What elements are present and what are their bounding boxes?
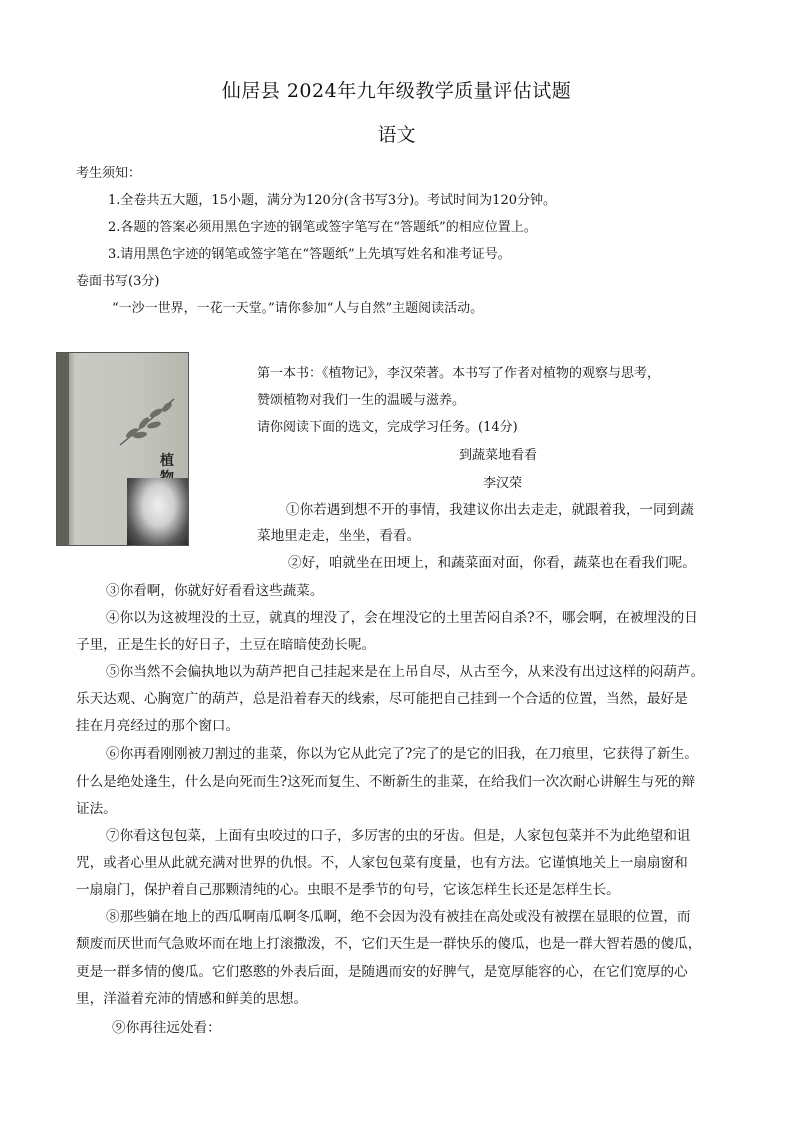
article-title: 到蔬菜地看看 xyxy=(459,448,538,463)
article-line: 里，洋溢着充沛的情感和鲜美的思想。 xyxy=(76,991,308,1007)
article-line: 挂在月亮经过的那个窗口。 xyxy=(76,718,240,734)
article-author: 李汉荣 xyxy=(483,476,523,491)
article-line: ①你若遇到想不开的事情，我建议你出去走走，就跟着我，一同到蔬 xyxy=(286,502,694,518)
author-portrait xyxy=(127,478,189,546)
notice-heading: 考生须知： xyxy=(76,166,142,181)
article-line: ⑦你看这包包菜，上面有虫咬过的口子，多厉害的虫的牙齿。但是，人家包包菜并不为此绝望和诅 xyxy=(106,828,691,844)
article-line: ③你看啊，你就好好看看这些蔬菜。 xyxy=(106,583,324,599)
article-line: 乐天达观、心胸宽广的葫芦，总是沿着春天的线索，尽可能把自己挂到一个合适的位置，当然，最好是 xyxy=(76,691,688,707)
article-line: 子里，正是生长的好日子，土豆在暗暗使劲长呢。 xyxy=(76,637,376,653)
article-line: ②好，咱就坐在田埂上，和蔬菜面对面，你看，蔬菜也在看我们呢。 xyxy=(288,555,696,571)
book-cover-title: 植 xyxy=(160,453,174,469)
notice-rule-2: 2.各题的答案必须用黑色字迹的钢笔或签字笔写在“答题纸”的相应位置上。 xyxy=(108,220,537,235)
article-line: ④你以为这被埋没的土豆，就真的埋没了，会在埋没它的土里苦闷自杀?不，哪会啊，在被埋没的日 xyxy=(106,610,698,626)
notice-rule-3: 3.请用黑色字迹的钢笔或签字笔在“答题纸”上先填写姓名和准考证号。 xyxy=(108,247,511,262)
article-line: 证法。 xyxy=(76,801,117,817)
article-line: 菜地里走走，坐坐，看看。 xyxy=(257,528,421,544)
article-line: ⑧那些躺在地上的西瓜啊南瓜啊冬瓜啊，绝不会因为没有被挂在高处或没有被摆在显眼的位置，而 xyxy=(106,909,691,925)
leaf-icon xyxy=(112,393,182,453)
handwriting-score: 卷面书写(3分) xyxy=(76,274,160,289)
book-intro-line-2: 赞颂植物对我们一生的温暖与滋养。 xyxy=(257,393,466,408)
article-line: 咒，或者心里从此就充满对世界的仇恨。不，人家包包菜有度量，也有方法。它谨慎地关上一扇扇窗和 xyxy=(76,855,688,871)
article-line: ⑨你再往远处看： xyxy=(112,1020,221,1036)
notice-rule-1: 1.全卷共五大题，15小题，满分为120分(含书写3分)。考试时间为120分钟。 xyxy=(108,193,556,208)
article-line: 一扇扇门，保护着自己那颗清纯的心。虫眼不是季节的句号，它该怎样生长还是怎样生长。 xyxy=(76,882,620,898)
article-line: 什么是绝处逢生，什么是向死而生?这死而复生、不断新生的韭菜，在给我们一次次耐心讲解生与死的辩 xyxy=(76,774,696,790)
book-cover-image xyxy=(56,352,189,546)
subject-title: 语文 xyxy=(377,124,416,146)
article-line: ⑤你当然不会偏执地以为葫芦把自己挂起来是在上吊自尽，从古至今，从来没有出过这样的闷葫芦。 xyxy=(106,664,705,680)
activity-intro: “一沙一世界，一花一天堂。”请你参加“人与自然”主题阅读活动。 xyxy=(112,301,484,316)
book-intro-line-1: 第一本书：《植物记》，李汉荣著。本书写了作者对植物的观察与思考， xyxy=(257,366,661,381)
book-spine xyxy=(57,353,69,545)
exam-title: 仙居县 2024年九年级教学质量评估试题 xyxy=(221,80,572,102)
article-line: 更是一群多情的傻瓜。它们憨憨的外表后面，是随遇而安的好脾气，是宽厚能容的心，在它们宽厚的心 xyxy=(76,964,688,980)
article-line: 颓废而厌世而气急败坏而在地上打滚撒泼，不，它们天生是一群快乐的傻瓜，也是一群大智若愚的傻瓜， xyxy=(76,936,702,952)
article-line: ⑥你再看刚刚被刀割过的韭菜，你以为它从此完了?完了的是它的旧我，在刀痕里，它获得了新生。 xyxy=(106,746,698,762)
reading-task: 请你阅读下面的选文，完成学习任务。(14分) xyxy=(257,420,518,435)
